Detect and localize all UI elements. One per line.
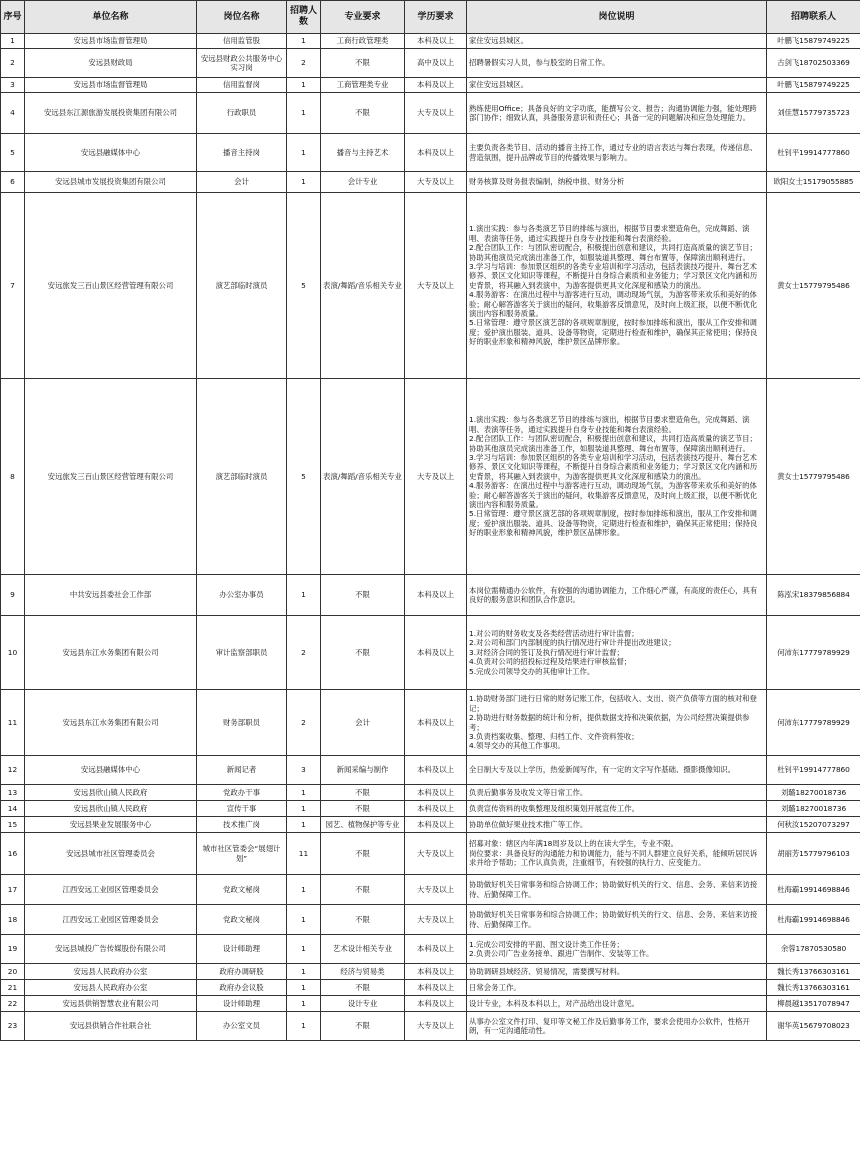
header-row (1, 1, 860, 34)
cell-major: 园艺、植物保护等专业 (321, 817, 405, 833)
cell-unit: 安远县人民政府办公室 (25, 964, 197, 980)
table-row (1, 690, 860, 756)
cell-unit: 安远县市场监督管理局 (25, 78, 197, 93)
cell-major: 不限 (321, 905, 405, 935)
cell-contact: 何沛东17779789929 (767, 616, 860, 690)
table-row (1, 817, 860, 833)
cell-position: 办公室办事员 (197, 575, 287, 616)
cell-desc: 1.演出实践：参与各类演艺节目的排练与演出，根据节目要求塑造角色，完成舞蹈、演唱、表演等任务，通过实践提升自身专业技能和舞台表演经验。 2.配合团队工作：与团队密切配合，积极提出创意和建议，共同打造高质量的演艺节目；协助其他演员完成演出准备工作，如服装道具整理、舞台布置等，保障演出顺利进行。 3.学习与培训：参加景区组织的各类专业培训和学习活动，包括表演技巧提升、舞台艺术修养、景区文化知识等课程，不断提升自身综合素质和业务能力；学习景区文化内涵和历史背景，将其融入到表演中，为游客提供更具文化深度和感染力的演出。 4.服务游客：在演出过程中与游客进行互动，调动现场气氛，为游客带来欢乐和美好的体验；耐心解答游客关于演出的疑问，收集游客反馈意见，及时向上级汇报，以便不断优化演出内容和服务质量。 5.日常管理：遵守景区演艺部的各项规章制度，按时参加排练和演出，服从工作安排和调度；爱护演出服装、道具、设备等物资，定期进行检查和维护，确保其正常使用；保持良好的职业形象和精神风貌，维护景区品牌形象。 (467, 193, 767, 379)
cell-contact: 柳晨越13517078947 (767, 996, 860, 1012)
cell-major: 不限 (321, 93, 405, 134)
cell-edu: 本科及以上 (405, 690, 467, 756)
cell-unit: 江西安远工业园区管理委员会 (25, 875, 197, 905)
cell-contact: 古剑飞18702503369 (767, 49, 860, 78)
cell-edu: 本科及以上 (405, 78, 467, 93)
cell-edu: 本科及以上 (405, 817, 467, 833)
header-edu: 学历要求 (405, 1, 467, 34)
cell-count: 1 (287, 801, 321, 817)
cell-contact: 黄女士15779795486 (767, 379, 860, 575)
cell-count: 1 (287, 78, 321, 93)
table-row (1, 935, 860, 964)
cell-contact: 陈泓宋18379856884 (767, 575, 860, 616)
cell-desc: 负责宣传资料的收集整理及组织策划开展宣传工作。 (467, 801, 767, 817)
cell-count: 5 (287, 379, 321, 575)
cell-major: 艺术设计相关专业 (321, 935, 405, 964)
cell-contact: 杜钊平19914777860 (767, 134, 860, 172)
cell-edu: 大专及以上 (405, 379, 467, 575)
cell-no: 16 (1, 833, 25, 875)
cell-count: 1 (287, 34, 321, 49)
cell-no: 15 (1, 817, 25, 833)
cell-no: 11 (1, 690, 25, 756)
cell-desc: 从事办公室文件打印、复印等文秘工作及后勤事务工作，要求会使用办公软件，性格开朗，有一定沟通能动性。 (467, 1012, 767, 1041)
cell-major: 不限 (321, 875, 405, 905)
cell-desc: 主要负责各类节目、活动的播音主持工作，通过专业的语言表达与舞台表现，传递信息、营造氛围，提升品牌或节目的传播效果与影响力。 (467, 134, 767, 172)
cell-count: 1 (287, 1012, 321, 1041)
cell-position: 党政文秘岗 (197, 905, 287, 935)
cell-edu: 本科及以上 (405, 980, 467, 996)
cell-desc: 1.对公司的财务收支及各类经营活动进行审计监督； 2.对公司和部门内部制度的执行情况进行审计并提出改进建议； 3.对经济合同的签订及执行情况进行审计监督； 4.负责对公司的招投标过程及结果进行审核监督； 5.完成公司领导交办的其他审计工作。 (467, 616, 767, 690)
table-row (1, 34, 860, 49)
cell-position: 行政职员 (197, 93, 287, 134)
cell-no: 5 (1, 134, 25, 172)
cell-unit: 安远县融媒体中心 (25, 134, 197, 172)
cell-count: 1 (287, 875, 321, 905)
cell-major: 表演/舞蹈/音乐相关专业 (321, 379, 405, 575)
cell-edu: 本科及以上 (405, 801, 467, 817)
cell-major: 不限 (321, 801, 405, 817)
table-row (1, 1012, 860, 1041)
cell-position: 宣传干事 (197, 801, 287, 817)
cell-position: 技术推广岗 (197, 817, 287, 833)
cell-edu: 本科及以上 (405, 964, 467, 980)
cell-unit: 安远县供销合作社联合社 (25, 1012, 197, 1041)
cell-desc: 全日制大专及以上学历，热爱新闻写作，有一定的文字写作基础、摄影摄像知识。 (467, 756, 767, 785)
cell-major: 会计 (321, 690, 405, 756)
cell-position: 审计监察部职员 (197, 616, 287, 690)
cell-contact: 余蓉17870530580 (767, 935, 860, 964)
cell-no: 7 (1, 193, 25, 379)
cell-unit: 安远县东江水务集团有限公司 (25, 616, 197, 690)
cell-contact: 黄女士15779795486 (767, 193, 860, 379)
cell-unit: 安远县融媒体中心 (25, 756, 197, 785)
table-row (1, 964, 860, 980)
cell-edu: 本科及以上 (405, 935, 467, 964)
cell-contact: 叶鹏飞15879749225 (767, 78, 860, 93)
cell-contact: 胡丽芳15779796103 (767, 833, 860, 875)
cell-no: 2 (1, 49, 25, 78)
cell-contact: 何秋汝15207073297 (767, 817, 860, 833)
header-unit: 单位名称 (25, 1, 197, 34)
cell-edu: 大专及以上 (405, 833, 467, 875)
cell-no: 14 (1, 801, 25, 817)
cell-desc: 协助做好机关日常事务和综合协调工作；协助做好机关的行文、信息、会务、来信来访接待、后勤保障工作。 (467, 905, 767, 935)
cell-no: 22 (1, 996, 25, 1012)
cell-desc: 招募对象：辖区内年满18周岁及以上的在读大学生，专业不限。 岗位要求：具备良好的沟通能力和协调能力，能与不同人群建立良好关系，能倾听居民诉求并给予帮助；工作认真负责，注重细节，有较强的执行力、应变能力。 (467, 833, 767, 875)
cell-major: 经济与贸易类 (321, 964, 405, 980)
cell-desc: 本岗位需精通办公软件，有较强的沟通协调能力，工作细心严谨，有高度的责任心，具有良好的服务意识和团队合作意识。 (467, 575, 767, 616)
cell-unit: 安远县市场监督管理局 (25, 34, 197, 49)
cell-count: 1 (287, 575, 321, 616)
cell-position: 城市社区管委会“展翅计划” (197, 833, 287, 875)
cell-no: 9 (1, 575, 25, 616)
cell-unit: 安远县城市社区管理委员会 (25, 833, 197, 875)
cell-count: 1 (287, 905, 321, 935)
cell-contact: 刘璐18270018736 (767, 785, 860, 801)
cell-contact: 欧阳女士15179055885 (767, 172, 860, 193)
cell-no: 1 (1, 34, 25, 49)
cell-edu: 大专及以上 (405, 875, 467, 905)
cell-major: 会计专业 (321, 172, 405, 193)
cell-major: 播音与主持艺术 (321, 134, 405, 172)
cell-desc: 家住安远县城区。 (467, 34, 767, 49)
table-row (1, 980, 860, 996)
cell-contact: 何沛东17779789929 (767, 690, 860, 756)
cell-no: 23 (1, 1012, 25, 1041)
cell-no: 4 (1, 93, 25, 134)
cell-position: 政府办调研股 (197, 964, 287, 980)
cell-no: 8 (1, 379, 25, 575)
cell-edu: 本科及以上 (405, 996, 467, 1012)
cell-edu: 本科及以上 (405, 134, 467, 172)
cell-major: 设计专业 (321, 996, 405, 1012)
cell-unit: 安远县财政局 (25, 49, 197, 78)
cell-desc: 协助做好机关日常事务和综合协调工作；协助做好机关的行文、信息、会务、来信来访接待、后勤保障工作。 (467, 875, 767, 905)
cell-no: 18 (1, 905, 25, 935)
cell-contact: 杜钊平19914777860 (767, 756, 860, 785)
cell-position: 设计师助理 (197, 996, 287, 1012)
cell-count: 11 (287, 833, 321, 875)
cell-unit: 江西安远工业园区管理委员会 (25, 905, 197, 935)
table-row (1, 801, 860, 817)
cell-major: 不限 (321, 785, 405, 801)
cell-count: 1 (287, 980, 321, 996)
cell-major: 不限 (321, 833, 405, 875)
cell-major: 表演/舞蹈/音乐相关专业 (321, 193, 405, 379)
cell-count: 5 (287, 193, 321, 379)
cell-desc: 1.演出实践：参与各类演艺节目的排练与演出，根据节目要求塑造角色，完成舞蹈、演唱、表演等任务，通过实践提升自身专业技能和舞台表演经验。 2.配合团队工作：与团队密切配合，积极提出创意和建议，共同打造高质量的演艺节目；协助其他演员完成演出准备工作，如服装道具整理、舞台布置等，保障演出顺利进行。 3.学习与培训：参加景区组织的各类专业培训和学习活动，包括表演技巧提升、舞台艺术修养、景区文化知识等课程，不断提升自身综合素质和业务能力；学习景区文化内涵和历史背景，将其融入到表演中，为游客提供更具文化深度和感染力的演出。 4.服务游客：在演出过程中与游客进行互动，调动现场气氛，为游客带来欢乐和美好的体验；耐心解答游客关于演出的疑问，收集游客反馈意见，及时向上级汇报，以便不断优化演出内容和服务质量。 5.日常管理：遵守景区演艺部的各项规章制度，按时参加排练和演出，服从工作安排和调度；爱护演出服装、道具、设备等物资，定期进行检查和维护，确保其正常使用；保持良好的职业形象和精神风貌，维护景区品牌形象。 (467, 379, 767, 575)
table-row (1, 134, 860, 172)
cell-position: 办公室文员 (197, 1012, 287, 1041)
cell-contact: 叶鹏飞15879749225 (767, 34, 860, 49)
cell-count: 1 (287, 817, 321, 833)
cell-position: 演艺部临时演员 (197, 193, 287, 379)
table-row (1, 785, 860, 801)
cell-edu: 高中及以上 (405, 49, 467, 78)
cell-count: 1 (287, 964, 321, 980)
cell-edu: 大专及以上 (405, 1012, 467, 1041)
table-row (1, 833, 860, 875)
header-contact: 招聘联系人 (767, 1, 860, 34)
cell-desc: 负责后勤事务及收发文等日常工作。 (467, 785, 767, 801)
cell-edu: 大专及以上 (405, 93, 467, 134)
cell-edu: 大专及以上 (405, 905, 467, 935)
cell-contact: 谢华英15679708023 (767, 1012, 860, 1041)
table-row (1, 172, 860, 193)
cell-edu: 大专及以上 (405, 172, 467, 193)
table-row (1, 93, 860, 134)
cell-count: 1 (287, 785, 321, 801)
cell-desc: 1.协助财务部门进行日常的财务记账工作，包括收入、支出、资产负债等方面的核对和登记； 2.协助进行财务数据的统计和分析，提供数据支持和决策依据，为公司经营决策提供参考； 3.负责档案收集、整理、归档工作、文件资料签收； 4.领导交办的其他工作事项。 (467, 690, 767, 756)
cell-position: 播音主持岗 (197, 134, 287, 172)
cell-no: 19 (1, 935, 25, 964)
cell-unit: 安远县果业发展服务中心 (25, 817, 197, 833)
cell-contact: 杜海霸19914698846 (767, 905, 860, 935)
table-row (1, 379, 860, 575)
cell-contact: 刘璐18270018736 (767, 801, 860, 817)
header-desc: 岗位说明 (467, 1, 767, 34)
cell-major: 不限 (321, 575, 405, 616)
cell-desc: 设计专业，本科及本科以上，对产品给出设计意见。 (467, 996, 767, 1012)
cell-count: 1 (287, 93, 321, 134)
cell-contact: 刘佳慧15779735723 (767, 93, 860, 134)
cell-contact: 魏长秀13766303161 (767, 980, 860, 996)
cell-edu: 大专及以上 (405, 193, 467, 379)
cell-count: 1 (287, 134, 321, 172)
cell-major: 不限 (321, 980, 405, 996)
cell-no: 3 (1, 78, 25, 93)
cell-no: 21 (1, 980, 25, 996)
cell-no: 20 (1, 964, 25, 980)
header-no: 序号 (1, 1, 25, 34)
cell-unit: 安远县欣山镇人民政府 (25, 801, 197, 817)
cell-count: 2 (287, 616, 321, 690)
header-position: 岗位名称 (197, 1, 287, 34)
cell-unit: 安远县人民政府办公室 (25, 980, 197, 996)
table-row (1, 575, 860, 616)
cell-position: 信用监管股 (197, 34, 287, 49)
table-row (1, 78, 860, 93)
cell-major: 不限 (321, 1012, 405, 1041)
cell-edu: 本科及以上 (405, 34, 467, 49)
table-row (1, 616, 860, 690)
cell-desc: 家住安远县城区。 (467, 78, 767, 93)
cell-unit: 安远县东江源旅游发展投资集团有限公司 (25, 93, 197, 134)
cell-position: 财务部职员 (197, 690, 287, 756)
cell-count: 2 (287, 49, 321, 78)
cell-unit: 安远县城投广告传媒股份有限公司 (25, 935, 197, 964)
cell-count: 1 (287, 172, 321, 193)
cell-position: 党政文秘岗 (197, 875, 287, 905)
cell-desc: 日常会务工作。 (467, 980, 767, 996)
cell-no: 10 (1, 616, 25, 690)
cell-no: 17 (1, 875, 25, 905)
cell-major: 不限 (321, 616, 405, 690)
cell-position: 信用监督岗 (197, 78, 287, 93)
cell-edu: 本科及以上 (405, 756, 467, 785)
cell-desc: 协助调研县域经济、贸易情况，需要撰写材料。 (467, 964, 767, 980)
table-row (1, 49, 860, 78)
cell-major: 新闻采编与制作 (321, 756, 405, 785)
cell-unit: 中共安远县委社会工作部 (25, 575, 197, 616)
cell-contact: 魏长秀13766303161 (767, 964, 860, 980)
cell-no: 6 (1, 172, 25, 193)
cell-desc: 熟练使用Office；具备良好的文字功底，能撰写公文、报告；沟通协调能力强，能处理跨部门协作；细致认真，具备服务意识和责任心；具备一定的问题解决和应急处理能力。 (467, 93, 767, 134)
table-row (1, 875, 860, 905)
cell-unit: 安远旅发三百山景区经营管理有限公司 (25, 193, 197, 379)
cell-edu: 本科及以上 (405, 616, 467, 690)
table-row (1, 193, 860, 379)
cell-desc: 财务核算及财务报表编制，纳税申报、财务分析 (467, 172, 767, 193)
cell-count: 1 (287, 996, 321, 1012)
cell-count: 1 (287, 935, 321, 964)
cell-unit: 安远县城市发展投资集团有限公司 (25, 172, 197, 193)
cell-contact: 杜海霸19914698846 (767, 875, 860, 905)
table-row (1, 905, 860, 935)
cell-position: 演艺部临时演员 (197, 379, 287, 575)
cell-no: 12 (1, 756, 25, 785)
cell-position: 党政办干事 (197, 785, 287, 801)
header-major: 专业要求 (321, 1, 405, 34)
cell-no: 13 (1, 785, 25, 801)
cell-unit: 安远旅发三百山景区经营管理有限公司 (25, 379, 197, 575)
cell-position: 会计 (197, 172, 287, 193)
cell-desc: 协助单位做好果业技术推广等工作。 (467, 817, 767, 833)
cell-position: 安远县财政公共服务中心实习岗 (197, 49, 287, 78)
cell-unit: 安远县供销智慧农业有限公司 (25, 996, 197, 1012)
table-row (1, 996, 860, 1012)
cell-position: 新闻记者 (197, 756, 287, 785)
cell-major: 不限 (321, 49, 405, 78)
cell-desc: 招聘暑假实习人员，参与股室的日常工作。 (467, 49, 767, 78)
cell-unit: 安远县欣山镇人民政府 (25, 785, 197, 801)
cell-edu: 本科及以上 (405, 575, 467, 616)
cell-position: 政府办会议股 (197, 980, 287, 996)
cell-count: 3 (287, 756, 321, 785)
cell-major: 工商行政管理类 (321, 34, 405, 49)
table-row (1, 756, 860, 785)
cell-unit: 安远县东江水务集团有限公司 (25, 690, 197, 756)
cell-desc: 1.完成公司安排的平面、图文设计类工作任务； 2.负责公司广告业务接单、跟进广告制作、安装等工作。 (467, 935, 767, 964)
cell-count: 2 (287, 690, 321, 756)
cell-position: 设计师助理 (197, 935, 287, 964)
cell-major: 工商管理类专业 (321, 78, 405, 93)
cell-edu: 本科及以上 (405, 785, 467, 801)
header-count: 招聘人数 (287, 1, 321, 34)
